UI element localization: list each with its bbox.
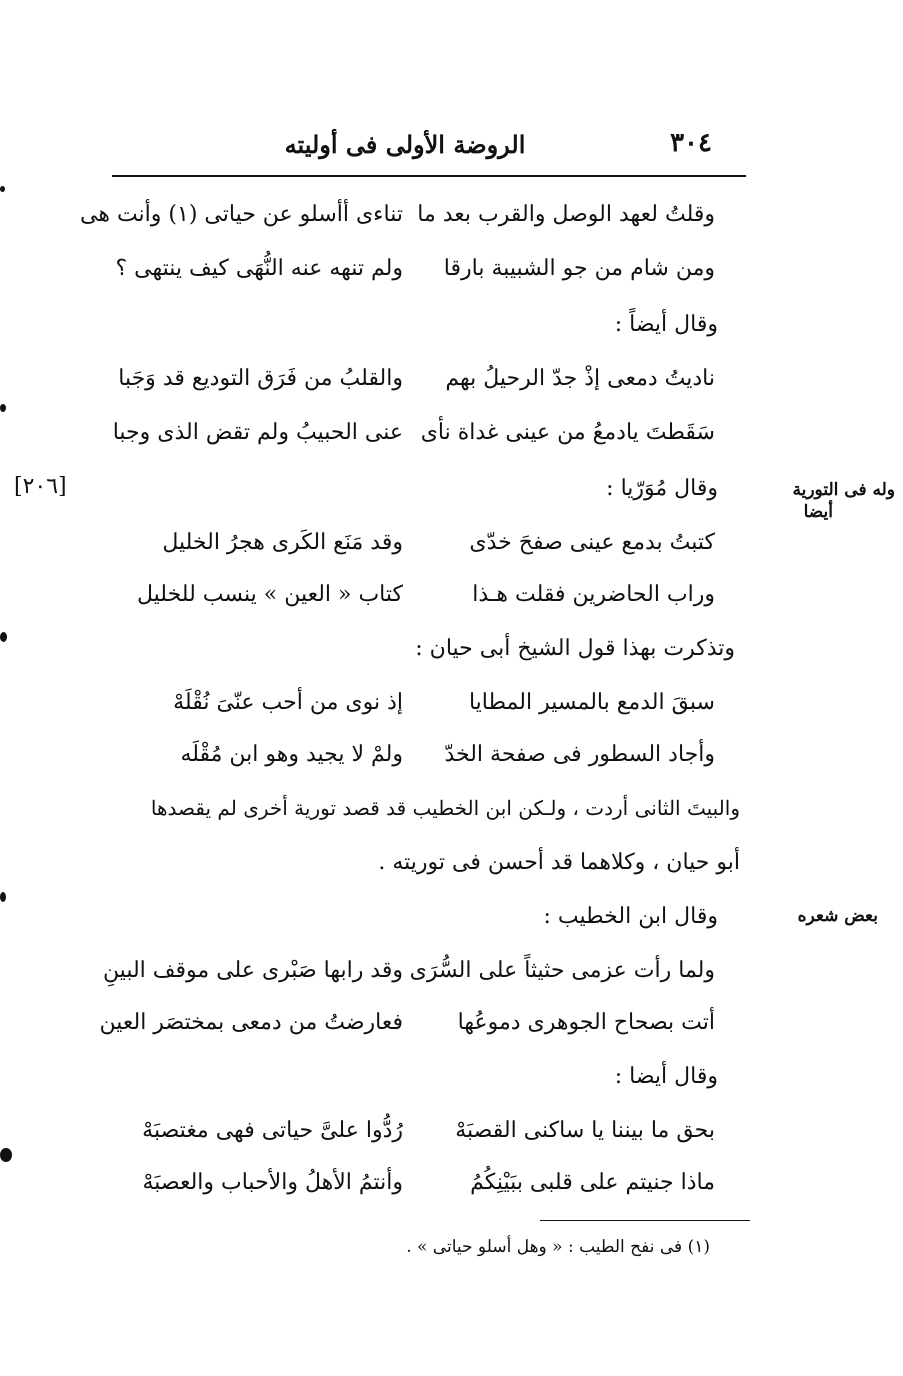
page-number: ٣٠٤ bbox=[670, 128, 712, 158]
verse-9-first-hemistich: ولما رأت عزمى حثيثاً على السُّرَى bbox=[409, 958, 715, 983]
margin-bracket-number: [٢٠٦] bbox=[14, 474, 67, 499]
verse-1-second-hemistich: تناءى أأسلو عن حياتى (١) وأنت هى bbox=[80, 202, 403, 227]
scan-speck bbox=[0, 404, 6, 412]
verse-8-first-hemistich: وأجاد السطور فى صفحة الخدّ bbox=[444, 742, 715, 767]
verse-6-first-hemistich: وراب الحاضرين فقلت هـذا bbox=[472, 582, 715, 607]
margin-note-tawriya-cont: أيضا bbox=[803, 502, 833, 522]
scan-speck bbox=[0, 892, 6, 902]
intro-line: وتذكرت بهذا قول الشيخ أبى حيان : bbox=[415, 636, 735, 661]
margin-note-shir: بعض شعره bbox=[797, 906, 878, 926]
scan-speck bbox=[0, 1148, 12, 1162]
verse-9-second-hemistich: وقد رابها صَبْرى على موقف البينِ bbox=[102, 958, 403, 983]
verse-2-second-hemistich: ولم تنهه عنه النُّهَى كيف ينتهى ؟ bbox=[115, 256, 403, 281]
verse-7-second-hemistich: إذ نوى من أحب عنّىَ نُقْلَهْ bbox=[173, 690, 403, 715]
prose-line: والبيتَ الثانى أردت ، ولـكن ابن الخطيب قد قصد تورية أخرى لم يقصدها bbox=[150, 796, 740, 820]
intro-line: وقال أيضاً : bbox=[614, 312, 718, 337]
prose-line: أبو حيان ، وكلاهما قد أحسن فى توريته . bbox=[378, 850, 740, 875]
verse-4-first-hemistich: سَقَطتَ يادمعُ من عينى غداة نأى bbox=[420, 420, 715, 445]
verse-5-second-hemistich: وقد مَنَع الكَرى هجرُ الخليل bbox=[162, 530, 403, 555]
verse-12-second-hemistich: وأنتمُ الأهلُ والأحباب والعصبَهْ bbox=[142, 1170, 403, 1195]
intro-line: وقال ابن الخطيب : bbox=[543, 904, 718, 929]
verse-12-first-hemistich: ماذا جنيتم على قلبى ببَيْنِكُمُ bbox=[470, 1170, 715, 1195]
verse-8-second-hemistich: ولمْ لا يجيد وهو ابن مُقْلَه bbox=[180, 742, 403, 767]
intro-line: وقال مُوَرّيا : bbox=[606, 476, 718, 501]
footnote-rule bbox=[540, 1220, 750, 1221]
scan-speck bbox=[0, 186, 5, 192]
verse-10-first-hemistich: أتت بصحاح الجوهرى دموعُها bbox=[457, 1010, 715, 1035]
verse-11-first-hemistich: بحق ما بيننا يا ساكنى القصبَهْ bbox=[455, 1118, 715, 1143]
verse-3-first-hemistich: ناديتُ دمعى إذْ جدّ الرحيلُ بهم bbox=[445, 366, 715, 391]
header-rule bbox=[112, 175, 746, 177]
verse-11-second-hemistich: رُدُّوا علىَّ حياتى فهى مغتصبَهْ bbox=[142, 1118, 403, 1143]
running-header-title: الروضة الأولى فى أوليته bbox=[284, 130, 526, 159]
scan-speck bbox=[0, 632, 7, 642]
verse-6-second-hemistich: كتاب « العين » ينسب للخليل bbox=[137, 582, 403, 607]
footnote: (١) فى نفح الطيب : « وهل أسلو حياتى » . bbox=[406, 1237, 710, 1257]
verse-5-first-hemistich: كتبتُ بدمع عينى صفحَ خدّى bbox=[469, 530, 715, 555]
intro-line: وقال أيضا : bbox=[614, 1064, 718, 1089]
verse-3-second-hemistich: والقلبُ من فَرَق التوديع قد وَجَبا bbox=[118, 366, 403, 391]
verse-1-first-hemistich: وقلتُ لعهد الوصل والقرب بعد ما bbox=[417, 202, 715, 227]
verse-4-second-hemistich: عنى الحبيبُ ولم تقض الذى وجبا bbox=[112, 420, 403, 445]
verse-10-second-hemistich: فعارضتُ من دمعى بمختصَر العين bbox=[99, 1010, 403, 1035]
verse-7-first-hemistich: سبقَ الدمع بالمسير المطايا bbox=[468, 690, 715, 715]
margin-note-tawriya: وله فى التورية bbox=[792, 480, 895, 500]
verse-2-first-hemistich: ومن شام من جو الشبيبة بارقا bbox=[443, 256, 715, 281]
